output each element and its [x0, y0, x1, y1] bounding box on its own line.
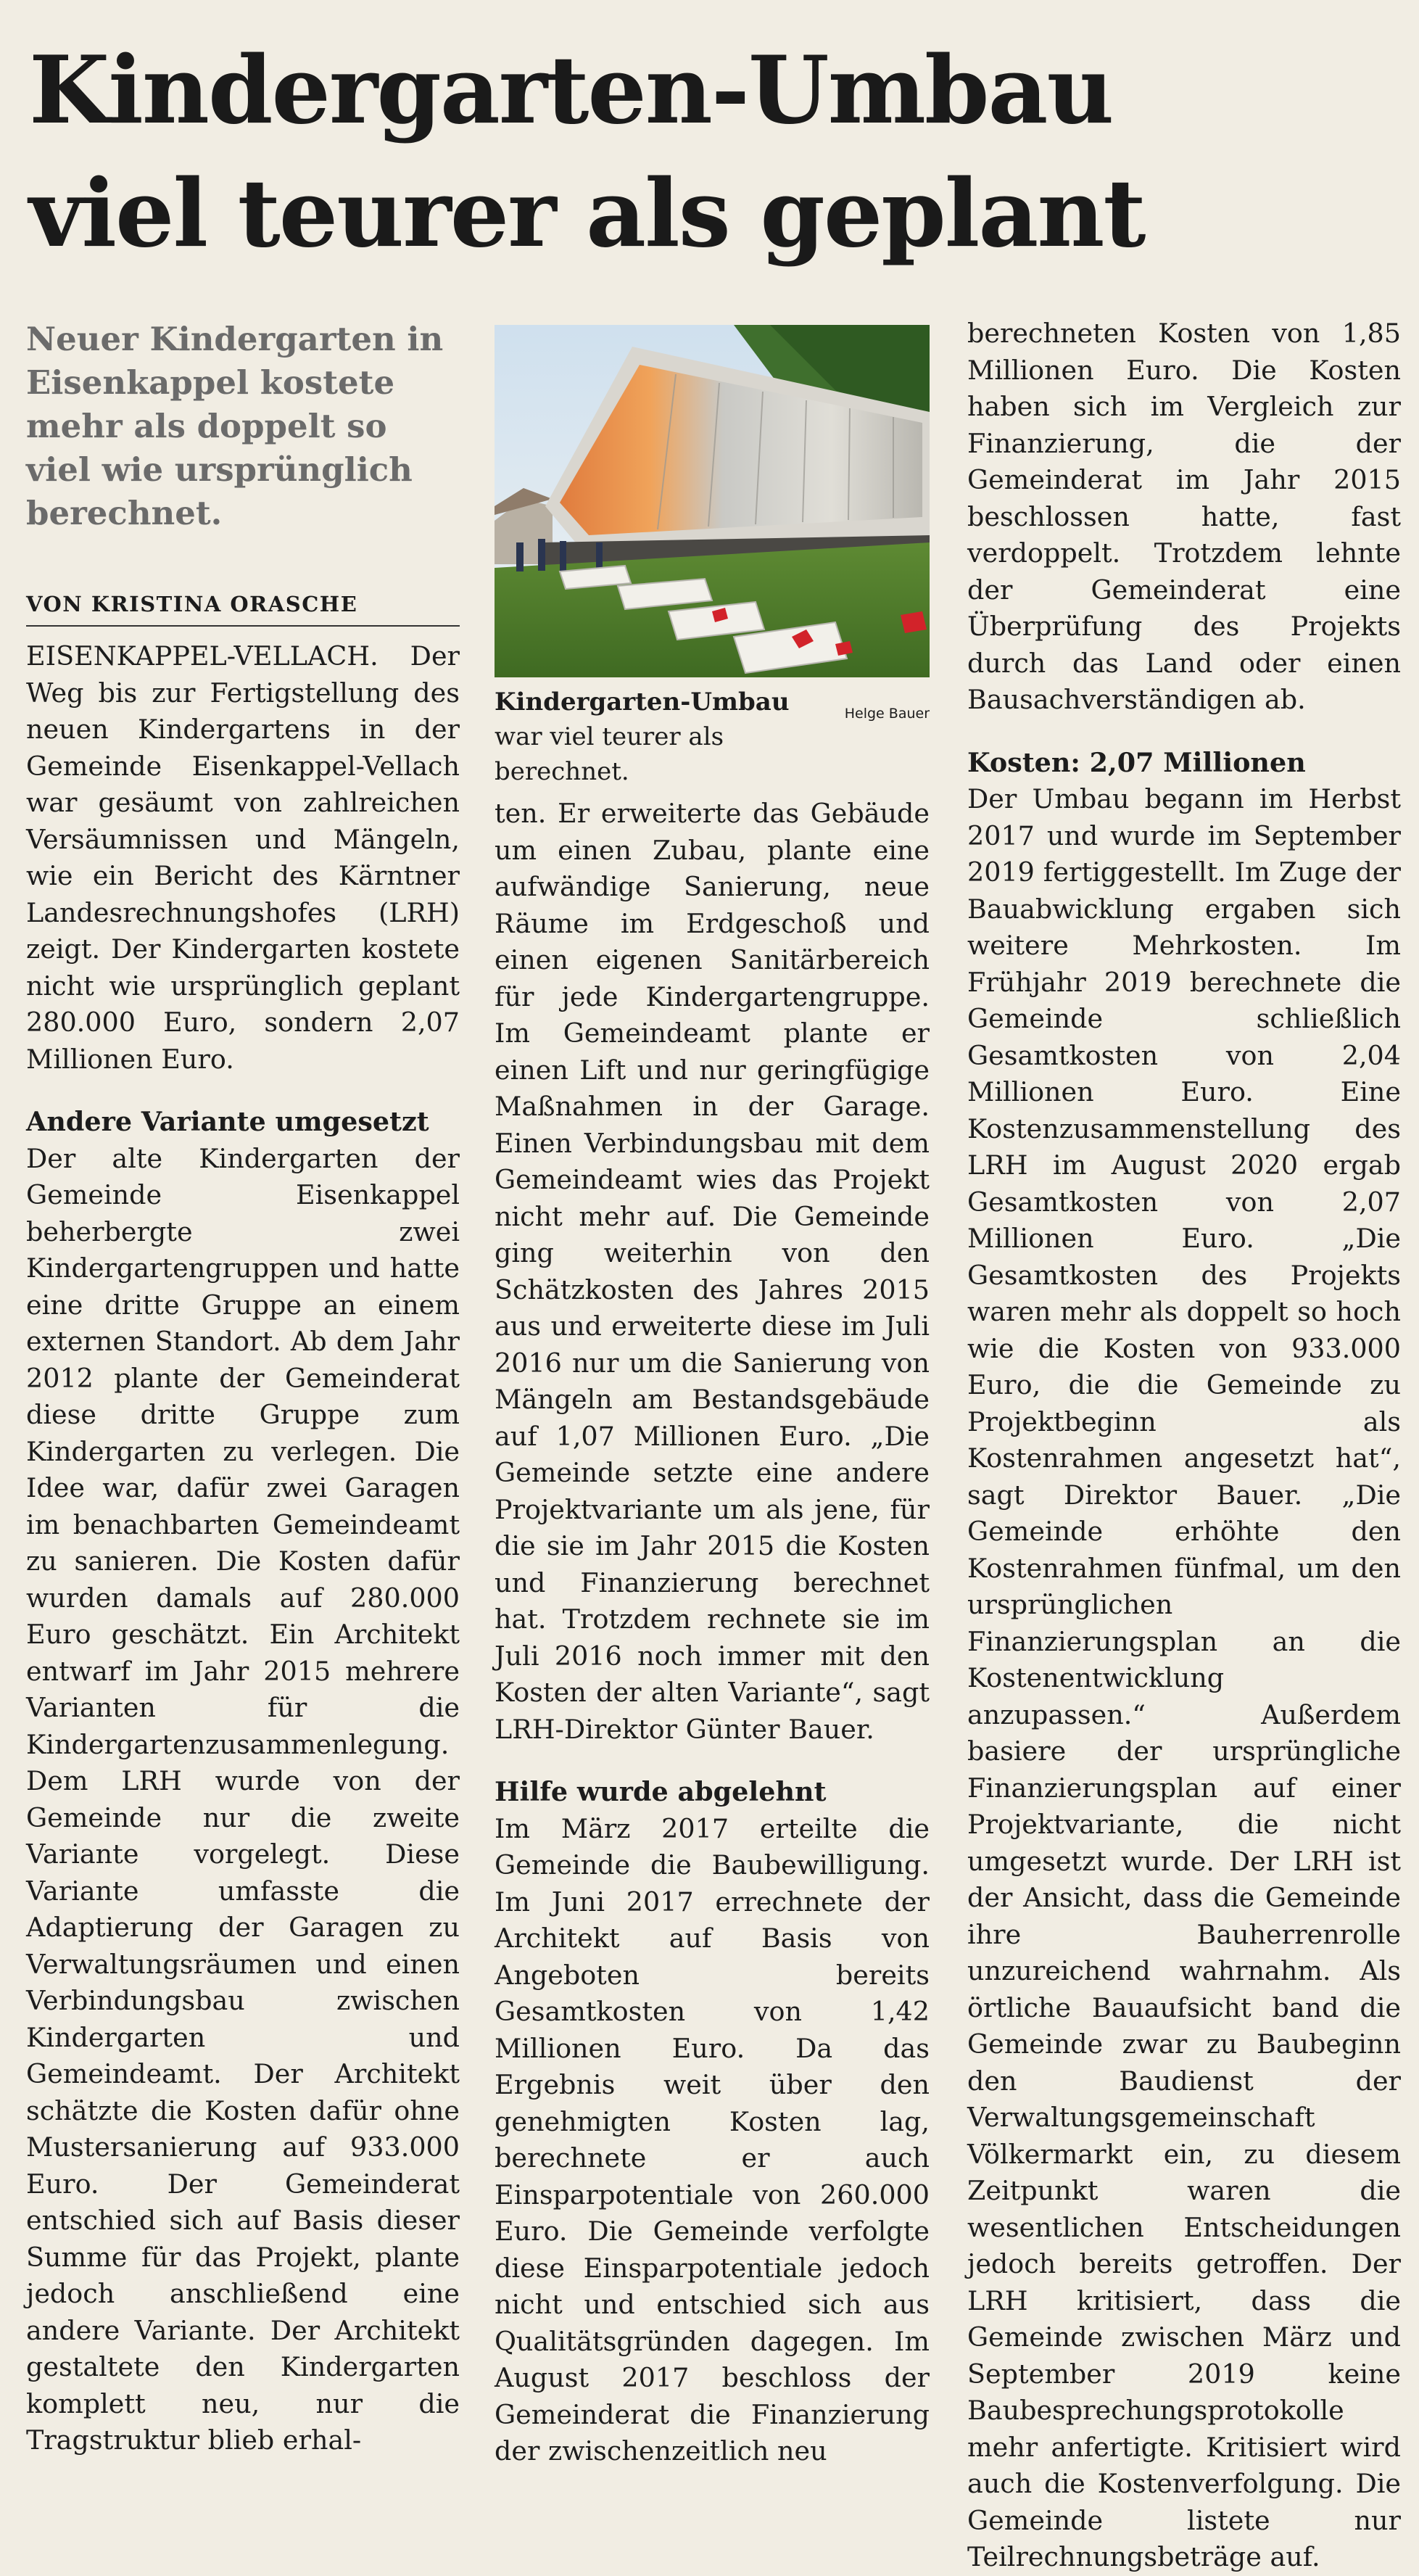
photo-caption	[495, 685, 930, 789]
caption-text: war viel teurer als berechnet.	[495, 722, 724, 786]
headline-line-2: viel teurer als geplant	[29, 160, 1145, 268]
column-2	[495, 796, 930, 2470]
photo-credit: Helge Bauer	[844, 706, 930, 722]
column-1	[26, 638, 460, 2459]
caption-lead: Kindergarten-Umbau	[495, 688, 790, 717]
section-heading: Hilfe wurde abgelehnt	[495, 1776, 827, 1807]
body-paragraph: Im März 2017 erteilte die Gemeinde die Baubewilligung. Im Juni 2017 errechnete der Architekt auf Basis von Angeboten bereits Gesamtkosten von 1,42 Millionen Euro. Da das Ergebnis weit über den genehmigten Kosten lag, berechnete er auch Einsparpotentiale von 260.000 Euro. Die Gemeinde verfolgte diese Einsparpotentiale jedoch nicht und entschied sich aus Qualitätsgründen dagegen. Im August 2017 beschloss der Gemeinderat die Finanzierung der zwischenzeitlich neu	[495, 1812, 930, 2466]
headline-line-1: Kindergarten-Umbau	[29, 36, 1113, 145]
intro-paragraph: EISENKAPPEL-VELLACH. Der Weg bis zur Fertigstellung des neuen Kindergartens in der Gemeinde Eisenkappel-Vellach war gesäumt von zahlreichen Versäumnissen und Mängeln, wie ein Bericht des Kärntner Landesrechnungshofes (LRH) zeigt. Der Kindergarten kostete nicht wie ursprünglich geplant 280.000 Euro, sondern 2,07 Millionen Euro.	[26, 640, 460, 1075]
body-paragraph: berechneten Kosten von 1,85 Millionen Euro. Die Kosten haben sich im Vergleich zur Finanzierung, die der Gemeinderat im Jahr 2015 beschlossen hatte, fast verdoppelt. Trotzdem lehnte der Gemeinderat eine Überprüfung des Projekts durch das Land oder einen Bausachverständigen ab.	[967, 318, 1401, 715]
kindergarten-photo	[495, 325, 930, 677]
headline	[29, 29, 1392, 276]
byline: VON KRISTINA ORASCHE	[26, 586, 460, 627]
body-paragraph: ten. Er erweiterte das Gebäude um einen Zubau, plante eine aufwändige Sanierung, neue Räume im Erdgeschoß und einen eigenen Sanitärbereich für jede Kindergartengruppe. Im Gemeindeamt plante er einen Lift und nur geringfügige Maßnahmen in der Garage. Einen Verbindungsbau mit dem Gemeindeamt wies das Projekt nicht mehr auf. Die Gemeinde ging weiterhin von den Schätzkosten des Jahres 2015 aus und erweiterte diese im Juli 2016 nur um die Sanierung von Mängeln am Bestandsgebäude auf 1,07 Millionen Euro. „Die Gemeinde setzte eine andere Projektvariante um als jene, für die sie im Jahr 2015 die Kosten und Finanzierung berechnet hat. Trotzdem rechnete sie im Juli 2016 noch immer mit den Kosten der alten Variante“, sagt LRH-Direktor Günter Bauer.	[495, 798, 930, 1745]
subheadline: Neuer Kindergarten in Eisenkappel kostete mehr als doppelt so viel wie ursprünglich berechnet.	[26, 320, 444, 532]
section-heading: Andere Variante umgesetzt	[26, 1106, 429, 1137]
body-paragraph: Der Umbau begann im Herbst 2017 und wurde im September 2019 fertiggestellt. Im Zuge der Bauabwicklung ergaben sich weitere Mehrkosten. Im Frühjahr 2019 berechnete die Gemeinde schließlich Gesamtkosten von 2,04 Millionen Euro. Eine Kostenzusammenstellung des LRH im August 2020 ergab Gesamtkosten von 2,07 Millionen Euro. „Die Gesamtkosten des Projekts waren mehr als doppelt so hoch wie die Kosten von 933.000 Euro, die die Gemeinde zu Projektbeginn als Kostenrahmen angesetzt hat“, sagt Direktor Bauer. „Die Gemeinde erhöhte den Kostenrahmen fünfmal, um den ursprünglichen Finanzierungsplan an die Kostenentwicklung anzupassen.“ Außerdem basiere der ursprüngliche Finanzierungsplan auf einer Projektvariante, die nicht umgesetzt wurde. Der LRH ist der Ansicht, dass die Gemeinde ihre Bauherrenrolle unzureichend wahrnahm. Als örtliche Bauaufsicht band die Gemeinde zwar zu Baubeginn den Baudienst der Verwaltungsgemeinschaft Völkermarkt ein, zu diesem Zeitpunkt waren die wesentlichen Entscheidungen jedoch bereits getroffen. Der LRH kritisiert, dass die Gemeinde zwischen März und September 2019 keine Baubesprechungsprotokolle mehr anfertigte. Kritisiert wird auch die Kostenverfolgung. Die Gemeinde listete nur Teilrechnungsbeträge auf.	[967, 783, 1401, 2572]
body-paragraph: Der alte Kindergarten der Gemeinde Eisenkappel beherbergte zwei Kindergartengruppen und hatte eine dritte Gruppe an einem externen Standort. Ab dem Jahr 2012 plante der Gemeinderat diese dritte Gruppe zum Kindergarten zu verlegen. Die Idee war, dafür zwei Garagen im benachbarten Gemeindeamt zu sanieren. Die Kosten dafür wurden damals auf 280.000 Euro geschätzt. Ein Architekt entwarf im Jahr 2015 mehrere Varianten für die Kindergartenzusammenlegung. Dem LRH wurde von der Gemeinde nur die zweite Variante vorgelegt. Diese Variante umfasste die Adaptierung der Garagen zu Verwaltungsräumen und einen Verbindungsbau zwischen Kindergarten und Gemeindeamt. Der Architekt schätzte die Kosten dafür ohne Mustersanierung auf 933.000 Euro. Der Gemeinderat entschied sich auf Basis dieser Summe für das Projekt, plante jedoch anschließend eine andere Variante. Der Architekt gestaltete den Kindergarten komplett neu, nur die Tragstruktur blieb erhal-	[26, 1142, 460, 2456]
column-3	[967, 315, 1401, 2576]
section-heading: Kosten: 2,07 Millionen	[967, 746, 1306, 778]
